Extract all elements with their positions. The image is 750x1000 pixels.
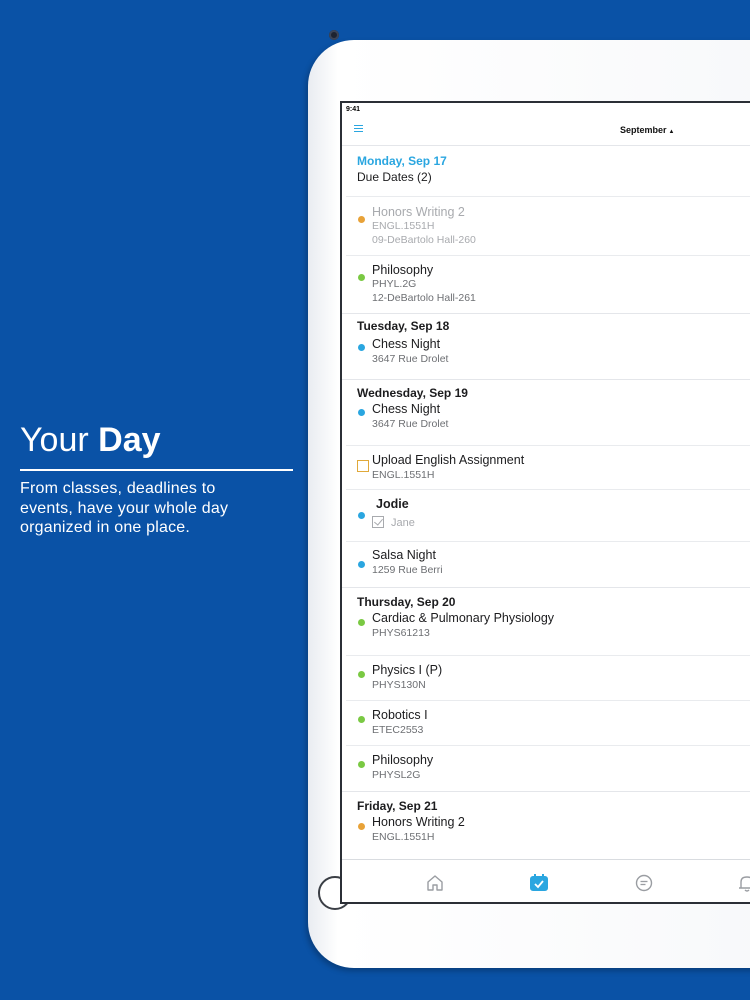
course-dot-icon xyxy=(358,274,365,281)
item-code: PHYSL2G xyxy=(372,769,421,781)
item-title: Cardiac & Pulmonary Physiology xyxy=(372,611,555,625)
promo-title xyxy=(20,420,293,460)
checked-name: Jane xyxy=(391,517,415,529)
month-label: September xyxy=(620,125,667,135)
list-item[interactable] xyxy=(346,700,750,745)
check-icon[interactable] xyxy=(372,516,384,528)
list-item[interactable] xyxy=(346,611,750,655)
due-dates-label: Due Dates (2) xyxy=(357,170,432,184)
chat-icon[interactable] xyxy=(634,874,654,892)
item-title: Robotics I xyxy=(372,708,428,722)
item-location: 3647 Rue Drolet xyxy=(372,418,449,430)
home-icon[interactable] xyxy=(425,874,445,892)
list-item[interactable] xyxy=(346,445,750,489)
list-item[interactable] xyxy=(346,745,750,791)
list-item[interactable] xyxy=(346,196,750,255)
event-dot-icon xyxy=(358,344,365,351)
item-title: Philosophy xyxy=(372,753,434,767)
item-title: Physics I (P) xyxy=(372,663,443,677)
course-dot-icon xyxy=(358,761,365,768)
app-screen xyxy=(340,101,750,904)
promo-title-light: Your xyxy=(20,421,99,459)
caret-up-icon: ▲ xyxy=(668,129,675,135)
list-item[interactable] xyxy=(346,655,750,700)
event-dot-icon xyxy=(358,409,365,416)
event-dot-icon xyxy=(358,512,365,519)
item-title: Upload English Assignment xyxy=(372,453,525,467)
list-item[interactable] xyxy=(346,402,750,445)
list-item[interactable] xyxy=(346,815,750,859)
item-code: ENGL.1551H xyxy=(372,831,435,843)
nav-bar xyxy=(342,116,750,146)
item-location: 09-DeBartolo Hall-260 xyxy=(372,234,476,246)
course-dot-icon xyxy=(358,619,365,626)
item-title: Salsa Night xyxy=(372,548,436,562)
month-selector[interactable] xyxy=(620,125,674,135)
list-item[interactable] xyxy=(346,255,750,313)
course-dot-icon xyxy=(358,216,365,223)
item-location: 3647 Rue Drolet xyxy=(372,353,449,365)
list-item[interactable] xyxy=(346,336,750,379)
list-item[interactable] xyxy=(346,489,750,541)
date-header: Friday, Sep 21 xyxy=(357,799,438,813)
course-dot-icon xyxy=(358,671,365,678)
item-code: ENGL.1551H xyxy=(372,469,435,481)
course-dot-icon xyxy=(358,716,365,723)
date-header: Wednesday, Sep 19 xyxy=(357,386,468,400)
item-code: PHYS61213 xyxy=(372,627,430,639)
bell-icon[interactable] xyxy=(737,874,750,892)
item-code: PHYL.2G xyxy=(372,278,417,290)
item-title: Honors Writing 2 xyxy=(372,205,465,219)
item-title: Chess Night xyxy=(372,402,441,416)
item-title: Honors Writing 2 xyxy=(372,815,465,829)
tab-bar xyxy=(342,859,750,904)
item-title: Chess Night xyxy=(372,337,441,351)
promo-title-bold: Day xyxy=(98,421,161,459)
status-bar-time: 9:41 xyxy=(346,106,361,113)
item-location: 1259 Rue Berri xyxy=(372,564,443,576)
promo-divider xyxy=(20,469,293,471)
item-code: PHYS130N xyxy=(372,679,426,691)
item-code: ETEC2553 xyxy=(372,724,424,736)
item-title: Jodie xyxy=(376,497,409,511)
list-item[interactable] xyxy=(346,541,750,587)
menu-icon[interactable] xyxy=(354,125,363,134)
calendar-icon[interactable] xyxy=(529,874,549,892)
checked-row xyxy=(372,516,750,530)
item-location: 12-DeBartolo Hall-261 xyxy=(372,292,476,304)
course-dot-icon xyxy=(358,823,365,830)
date-header: Tuesday, Sep 18 xyxy=(357,319,450,333)
item-title: Philosophy xyxy=(372,263,434,277)
promo-description: From classes, deadlines to events, have your whole day organized in one place. xyxy=(20,480,229,536)
assignment-checkbox-icon[interactable] xyxy=(357,460,369,472)
date-header: Monday, Sep 17 xyxy=(357,154,447,168)
date-header: Thursday, Sep 20 xyxy=(357,595,456,609)
agenda-list xyxy=(342,146,750,859)
promo-panel xyxy=(20,420,293,538)
event-dot-icon xyxy=(358,561,365,568)
camera-icon xyxy=(329,30,339,40)
item-code: ENGL.1551H xyxy=(372,220,435,232)
